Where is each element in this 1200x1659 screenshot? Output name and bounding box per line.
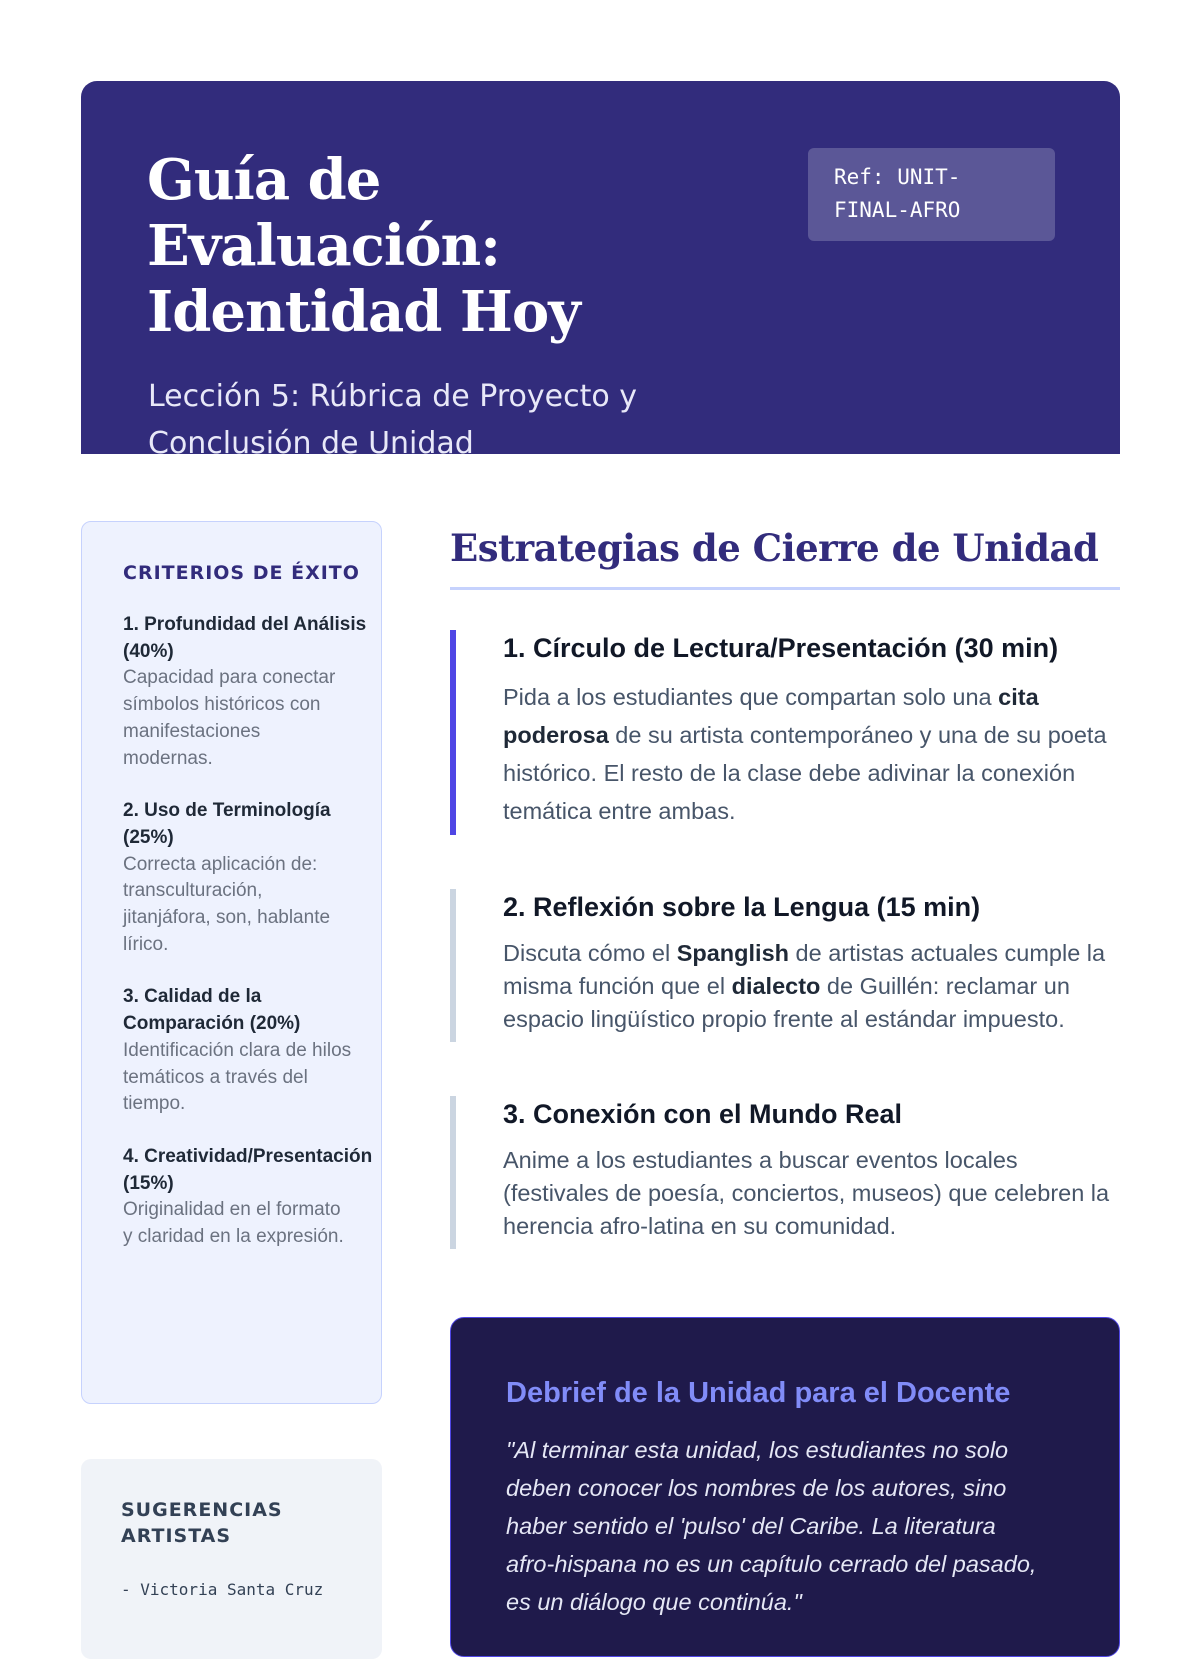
artists-heading: SUGERENCIAS ARTISTAS (121, 1499, 283, 1547)
strategy-emphasis: dialecto (731, 973, 821, 999)
strategy-title: 3. Conexión con el Mundo Real (503, 1099, 903, 1129)
teacher-debrief-box (450, 1317, 1120, 1657)
criterion-description: Correcta aplicación de: transculturación, jitanjáfora, son, hablante lírico. (123, 853, 331, 955)
strategy-text-part: Pida a los estudiantes que compartan solo una (503, 684, 999, 710)
page-subtitle: Lección 5: Rúbrica de Proyecto y Conclusión de Unidad (148, 379, 637, 461)
debrief-title: Debrief de la Unidad para el Docente (506, 1377, 1011, 1409)
criterion-title: 4. Creatividad/Presentación (15%) (123, 1145, 373, 1194)
strategy-block (450, 630, 1120, 835)
strategy-text-part: de artistas actuales cumple la misma función que el (503, 940, 1106, 999)
page-title: Guía de Evaluación: Identidad Hoy (147, 147, 580, 345)
strategy-text (503, 678, 1120, 830)
section-divider (450, 587, 1120, 590)
strategy-emphasis: cita poderosa (503, 684, 1039, 748)
criterion-item (123, 612, 373, 772)
strategy-title: 2. Reflexión sobre la Lengua (15 min) (503, 892, 981, 922)
criterion-title: 1. Profundidad del Análisis (40%) (123, 614, 367, 662)
strategy-block (450, 889, 1120, 1042)
strategy-text-part: de Guillén: reclamar un espacio lingüístico propio frente al estándar impuesto. (503, 973, 1070, 1032)
strategy-text-part: Anime a los estudiantes a buscar eventos locales (festivales de poesía, conciertos, museos) que celebren la herencia afro-latina en su comunidad. (503, 1147, 1110, 1239)
debrief-quote: "Al terminar esta unidad, los estudiantes no solo deben conocer los nombres de los autores, sino haber sentido el 'pulso' del Caribe. La literatura afro-hispana no es un capítulo cerrado del pasado, es un diálogo que continúa." (506, 1437, 1037, 1615)
strategy-text (503, 1144, 1120, 1243)
criteria-heading: CRITERIOS DE ÉXITO (123, 562, 360, 584)
criterion-description: Identificación clara de hilos temáticos a través del tiempo. (123, 1039, 352, 1115)
reference-badge: Ref: UNIT-FINAL-AFRO (808, 148, 1055, 241)
header-banner (81, 81, 1120, 461)
strategy-text-part: de su artista contemporáneo y una de su poeta histórico. El resto de la clase debe adivinar la conexión temática entre ambas. (503, 722, 1107, 824)
section-title: Estrategias de Cierre de Unidad (450, 526, 1099, 570)
criterion-item (123, 1144, 373, 1251)
artist-list-item: - Victoria Santa Cruz (121, 1580, 324, 1599)
criterion-item (123, 798, 373, 958)
strategy-title: 1. Círculo de Lectura/Presentación (30 min) (503, 633, 1059, 663)
criterion-description: Capacidad para conectar símbolos históricos con manifestaciones modernas. (123, 667, 336, 769)
artist-suggestions-card (81, 1459, 382, 1659)
criterion-title: 3. Calidad de la Comparación (20%) (123, 986, 301, 1035)
criterion-description: Originalidad en el formato y claridad en la expresión. (123, 1199, 344, 1248)
criterion-title: 2. Uso de Terminología (25%) (123, 800, 331, 848)
strategy-text-part: Discuta cómo el (503, 940, 677, 966)
strategy-text (503, 937, 1120, 1036)
strategy-emphasis: Spanglish (676, 940, 789, 966)
criterion-item (123, 984, 373, 1118)
success-criteria-card (81, 521, 382, 1404)
strategy-block (450, 1096, 1120, 1249)
